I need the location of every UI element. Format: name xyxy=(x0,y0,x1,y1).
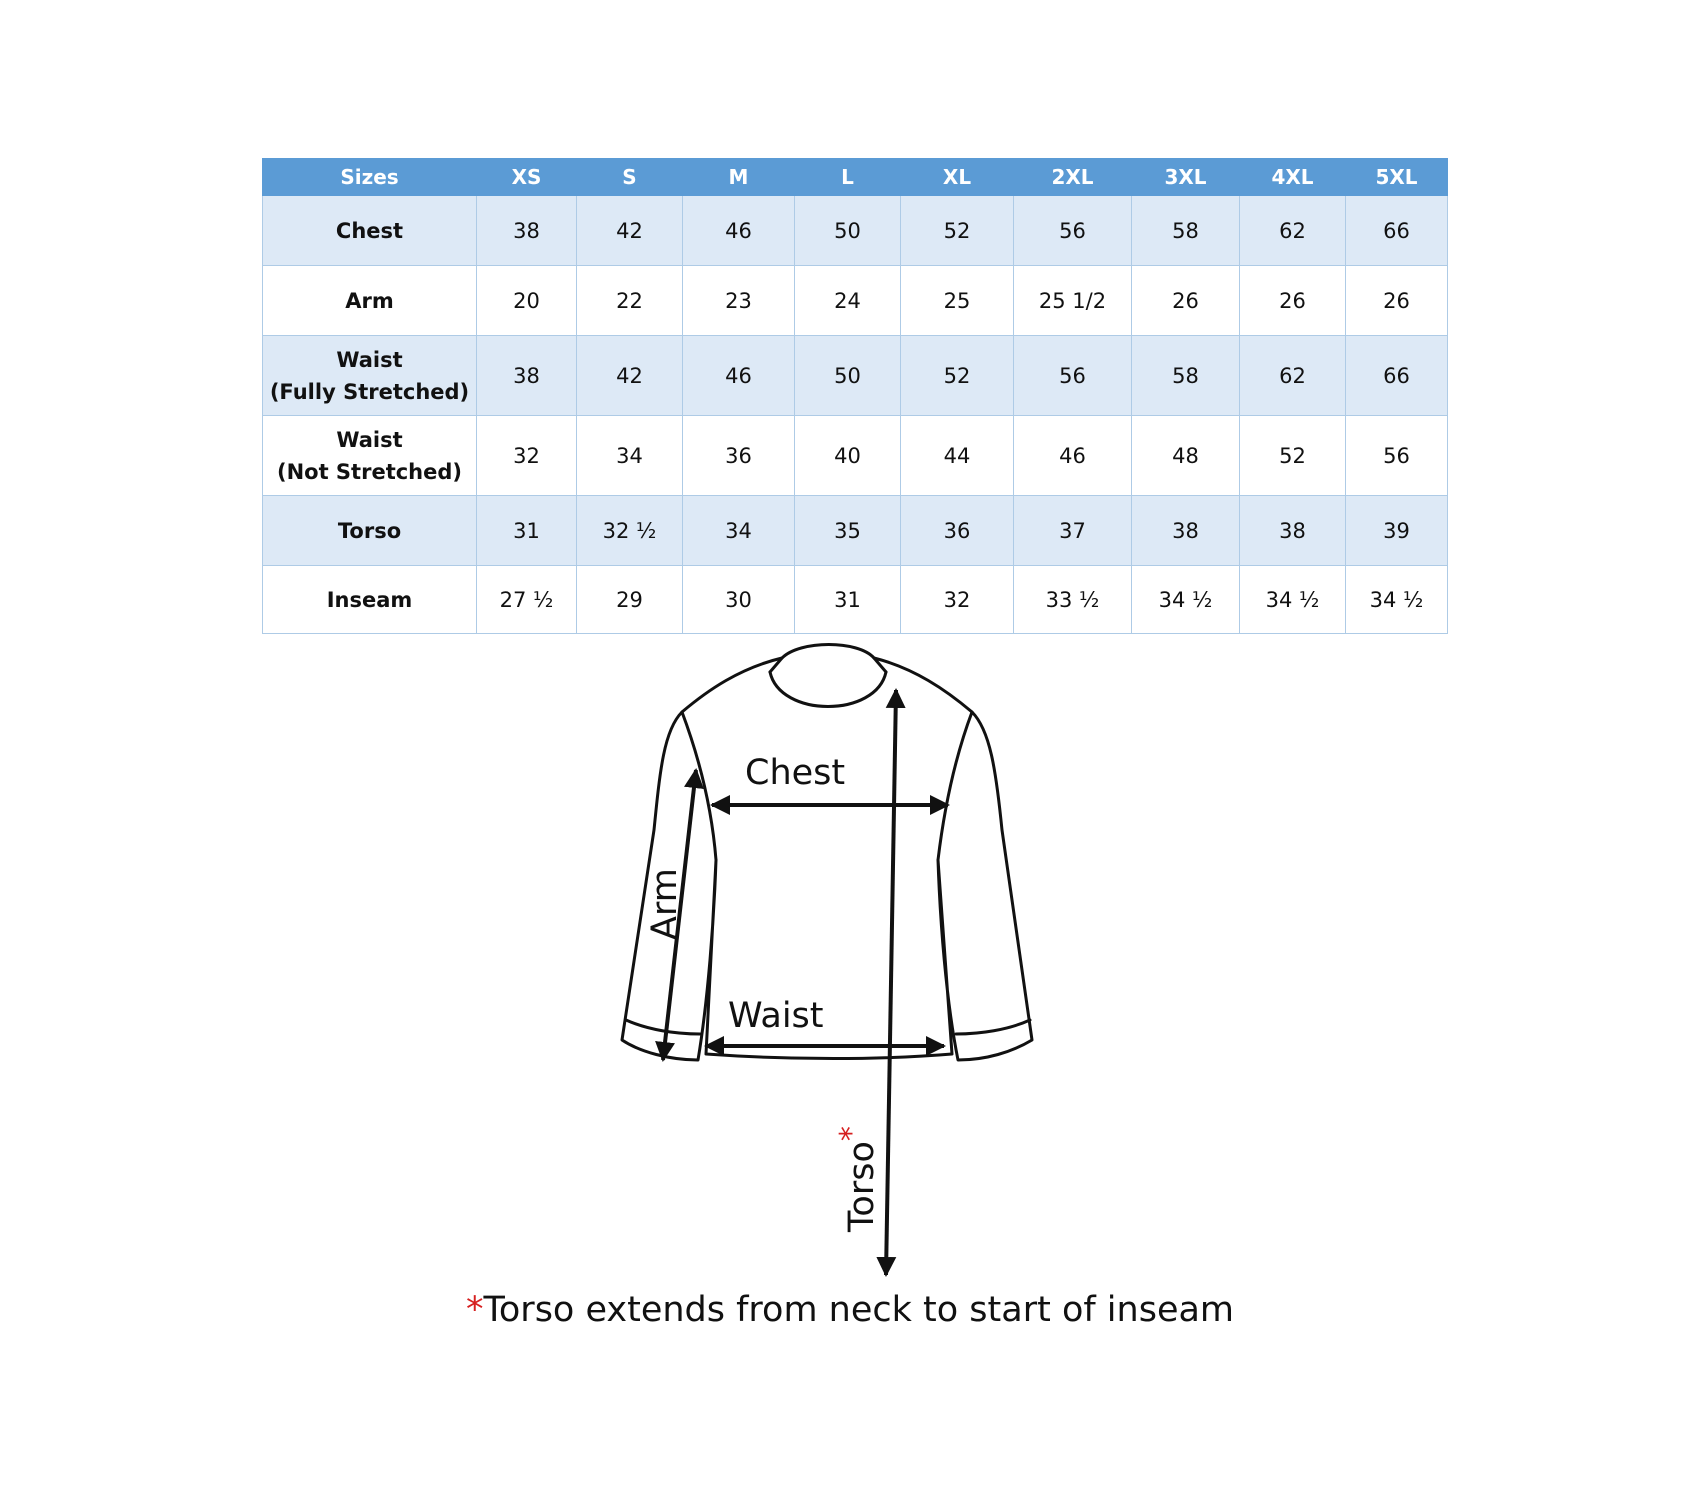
arm-label: Arm xyxy=(645,868,685,940)
table-cell: 52 xyxy=(1240,416,1346,496)
row-label-line: Chest xyxy=(335,218,404,243)
column-header: 2XL xyxy=(1014,159,1132,196)
table-cell: 34 ½ xyxy=(1240,566,1346,634)
chest-label: Chest xyxy=(745,753,846,793)
table-cell: 26 xyxy=(1132,266,1240,336)
table-cell: 62 xyxy=(1240,336,1346,416)
table-cell: 44 xyxy=(901,416,1014,496)
footnote-asterisk: * xyxy=(465,1290,484,1330)
table-cell: 34 ½ xyxy=(1346,566,1448,634)
table-cell: 52 xyxy=(901,336,1014,416)
table-cell: 32 xyxy=(477,416,577,496)
table-cell: 20 xyxy=(477,266,577,336)
table-cell: 35 xyxy=(795,496,901,566)
table-cell: 56 xyxy=(1014,196,1132,266)
table-cell: 26 xyxy=(1240,266,1346,336)
table-cell: 27 ½ xyxy=(477,566,577,634)
table-cell: 25 1/2 xyxy=(1014,266,1132,336)
table-cell: 42 xyxy=(577,336,683,416)
table-cell: 50 xyxy=(795,336,901,416)
column-header: XL xyxy=(901,159,1014,196)
footnote-text: Torso extends from neck to start of inseam xyxy=(483,1290,1235,1330)
table-cell: 36 xyxy=(901,496,1014,566)
row-label-line: Inseam xyxy=(326,587,413,612)
column-header: 4XL xyxy=(1240,159,1346,196)
row-label-line: Waist xyxy=(336,347,403,372)
table-cell: 58 xyxy=(1132,336,1240,416)
table-cell: 34 xyxy=(577,416,683,496)
table-cell: 62 xyxy=(1240,196,1346,266)
table-cell: 38 xyxy=(1240,496,1346,566)
table-cell: 31 xyxy=(477,496,577,566)
table-cell: 31 xyxy=(795,566,901,634)
table-cell: 48 xyxy=(1132,416,1240,496)
table-cell: 50 xyxy=(795,196,901,266)
row-label-line: (Not Stretched) xyxy=(276,459,463,484)
torso-asterisk: * xyxy=(834,1126,869,1142)
table-cell: 66 xyxy=(1346,196,1448,266)
table-cell: 29 xyxy=(577,566,683,634)
row-label-line: Torso xyxy=(337,518,402,543)
table-cell: 66 xyxy=(1346,336,1448,416)
table-cell: 37 xyxy=(1014,496,1132,566)
row-label-line: Waist xyxy=(336,427,403,452)
table-cell: 39 xyxy=(1346,496,1448,566)
shirt-outline xyxy=(622,645,1032,1061)
table-cell: 40 xyxy=(795,416,901,496)
table-cell: 36 xyxy=(683,416,795,496)
table-cell: 58 xyxy=(1132,196,1240,266)
table-cell: 38 xyxy=(477,336,577,416)
table-cell: 38 xyxy=(1132,496,1240,566)
table-cell: 25 xyxy=(901,266,1014,336)
column-header: L xyxy=(795,159,901,196)
table-cell: 32 xyxy=(901,566,1014,634)
table-cell: 42 xyxy=(577,196,683,266)
column-header: Sizes xyxy=(263,159,477,196)
table-cell: 22 xyxy=(577,266,683,336)
table-cell: 24 xyxy=(795,266,901,336)
column-header: XS xyxy=(477,159,577,196)
table-cell: 52 xyxy=(901,196,1014,266)
table-cell: 46 xyxy=(1014,416,1132,496)
table-cell: 34 xyxy=(683,496,795,566)
table-cell: 26 xyxy=(1346,266,1448,336)
column-header: 5XL xyxy=(1346,159,1448,196)
waist-label: Waist xyxy=(728,996,824,1036)
torso-label xyxy=(834,1126,882,1233)
row-label-line: Arm xyxy=(345,288,394,313)
column-header: S xyxy=(577,159,683,196)
torso-arrow xyxy=(886,690,896,1275)
table-cell: 32 ½ xyxy=(577,496,683,566)
table-cell: 30 xyxy=(683,566,795,634)
table-cell: 56 xyxy=(1014,336,1132,416)
column-header: 3XL xyxy=(1132,159,1240,196)
row-label-line: (Fully Stretched) xyxy=(269,379,470,404)
table-cell: 34 ½ xyxy=(1132,566,1240,634)
table-cell: 33 ½ xyxy=(1014,566,1132,634)
table-cell: 56 xyxy=(1346,416,1448,496)
column-header: M xyxy=(683,159,795,196)
table-cell: 38 xyxy=(477,196,577,266)
table-cell: 46 xyxy=(683,336,795,416)
torso-footnote xyxy=(0,1290,1700,1330)
table-cell: 46 xyxy=(683,196,795,266)
table-cell: 23 xyxy=(683,266,795,336)
torso-label-text: Torso xyxy=(842,1141,882,1232)
